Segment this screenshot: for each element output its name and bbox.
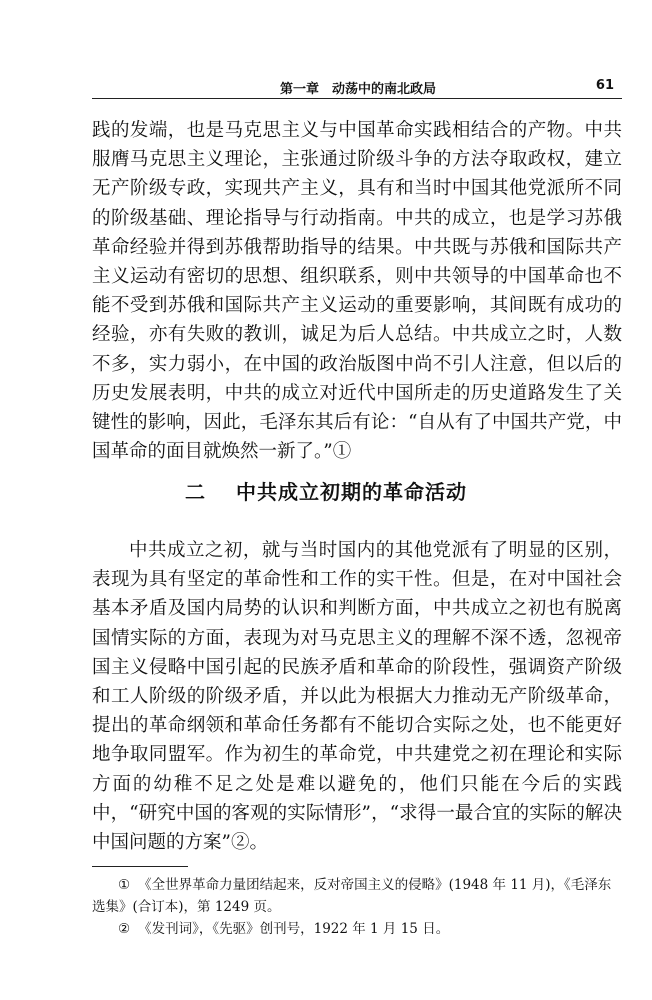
footnote-marker: ① — [118, 877, 131, 893]
footnote-divider — [92, 866, 188, 867]
footnote-2 — [92, 918, 622, 940]
footnote-marker: ② — [118, 921, 131, 937]
page-number: 61 — [595, 78, 614, 93]
footnote-1 — [92, 874, 622, 918]
footnotes — [92, 874, 622, 940]
section-heading — [0, 476, 652, 505]
footnote-text: 《发刊词》，《先驱》创刊号，1922 年 1 月 15 日。 — [138, 921, 450, 937]
body-paragraph-2: 中共成立之初，就与当时国内的其他党派有了明显的区别，表现为具有坚定的革命性和工作的实干性。但是，在对中国社会基本矛盾及国内局势的认识和判断方面，中共成立之初也有脱离国情实际的方面，表现为对马克思主义的理解不深不透，忽视帝国主义侵略中国引起的民族矛盾和革命的阶段性，强调资产阶级和工人阶级的阶级矛盾，并以此为根据大力推动无产阶级革命，提出的革命纲领和革命任务都有不能切合实际之处，也不能更好地争取同盟军。作为初生的革命党，中共建党之初在理论和实际方面的幼稚不足之处是难以避免的，他们只能在今后的实践中，“研究中国的客观的实际情形”，“求得一最合宜的实际的解决中国问题的方案”②。 — [92, 540, 622, 854]
chapter-title: 第一章 动荡中的南北政局 — [280, 82, 437, 97]
footnote-text: 《全世界革命力量团结起来，反对帝国主义的侵略》(1948 年 11 月)，《毛泽东选集》(合订本)，第 1249 页。 — [92, 877, 612, 915]
body-paragraph-1: 践的发端，也是马克思主义与中国革命实践相结合的产物。中共服膺马克思主义理论，主张通过阶级斗争的方法夺取政权，建立无产阶级专政，实现共产主义，具有和当时中国其他党派所不同的阶级基础、理论指导与行动指南。中共的成立，也是学习苏俄革命经验并得到苏俄帮助指导的结果。中共既与苏俄和国际共产主义运动有密切的思想、组织联系，则中共领导的中国革命也不能不受到苏俄和国际共产主义运动的重要影响，其间既有成功的经验，亦有失败的教训，诚足为后人总结。中共成立之时，人数不多，实力弱小，在中国的政治版图中尚不引人注意，但以后的历史发展表明，中共的成立对近代中国所走的历史道路发生了关键性的影响，因此，毛泽东其后有论：“自从有了中国共产党，中国革命的面目就焕然一新了。”① — [92, 120, 622, 463]
running-header — [92, 76, 622, 99]
section-title: 中共成立初期的革命活动 — [236, 480, 467, 504]
section-number: 二 — [185, 480, 206, 504]
